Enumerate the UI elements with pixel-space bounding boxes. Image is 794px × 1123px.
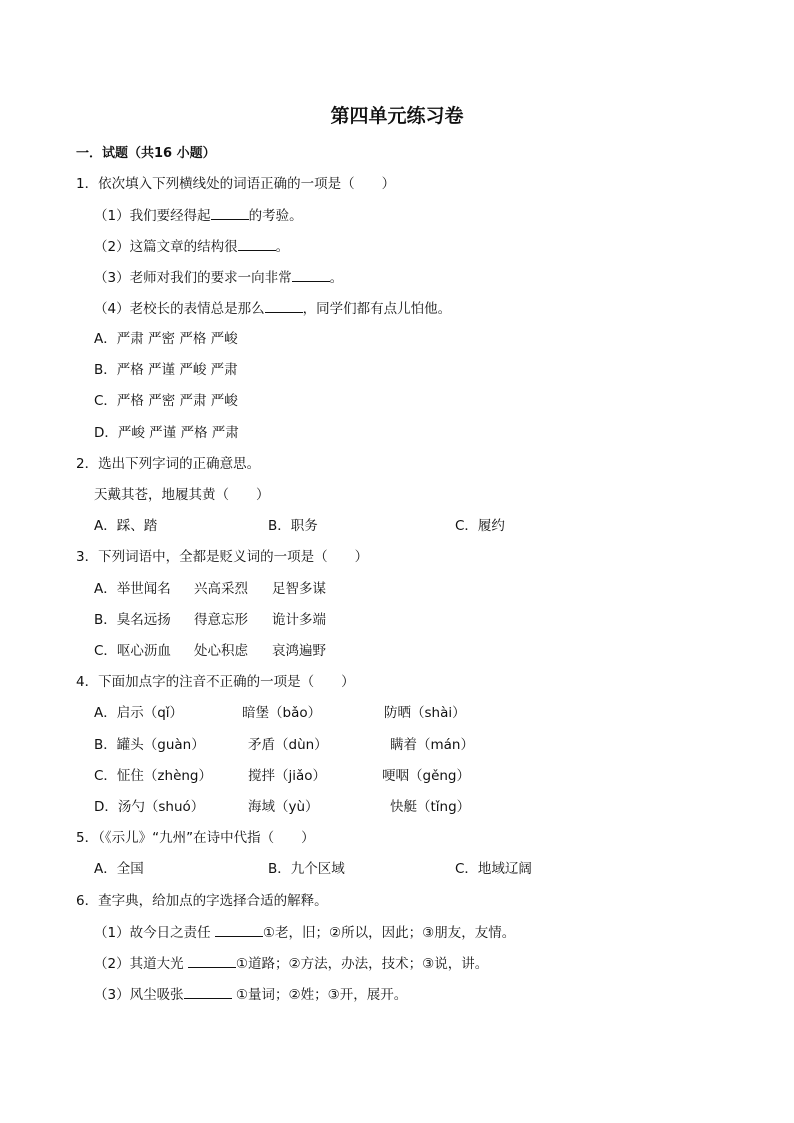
question-5-option-a: A．全国	[94, 861, 144, 877]
item-text-pre: （2）其道大光	[94, 956, 188, 972]
item-text-post: ①老，旧；②所以，因此；③朋友，友情。	[262, 925, 516, 941]
question-1-item-3	[94, 268, 343, 287]
question-4-row-c-item-2: 搅拌（jiǎo）	[248, 768, 327, 784]
question-4-row-d-item-2: 海域（yù）	[248, 799, 319, 815]
answer-blank	[265, 299, 303, 313]
question-3-stem: 3．下列词语中，全都是贬义词的一项是（ ）	[76, 549, 369, 565]
question-2-option-b: B．职务	[268, 518, 318, 534]
question-1-option-d: D．严峻 严谨 严格 严肃	[94, 425, 239, 441]
question-6-item-2	[94, 954, 488, 973]
question-1-item-1	[94, 206, 303, 225]
answer-blank	[215, 923, 263, 937]
item-text-pre: （3）老师对我们的要求一向非常	[94, 270, 292, 286]
question-4-row-b-item-3: 瞒着（mán）	[390, 737, 474, 753]
question-4-row-d-item-1: D．汤勺（shuó）	[94, 799, 205, 815]
item-text-pre: （1）我们要经得起	[94, 208, 211, 224]
section-heading: 一．试题（共16 小题）	[76, 146, 216, 161]
page-title: 第四单元练习卷	[330, 105, 464, 127]
question-2-stem: 2．选出下列字词的正确意思。	[76, 456, 261, 472]
question-1-stem: 1．依次填入下列横线处的词语正确的一项是（ ）	[76, 176, 396, 192]
question-5-option-b: B．九个区域	[268, 861, 345, 877]
answer-blank	[292, 268, 330, 282]
item-text-post: 。	[329, 270, 344, 286]
answer-blank	[238, 237, 276, 251]
question-4-row-c-item-1: C．怔住（zhèng）	[94, 768, 212, 784]
question-4-row-b-item-2: 矛盾（dùn）	[248, 737, 328, 753]
question-5-stem: 5．（《示儿》“九州”在诗中代指（ ）	[76, 830, 315, 846]
item-text-pre: （2）这篇文章的结构很	[94, 239, 238, 255]
question-3-row-c-word-3: 哀鸿遍野	[272, 643, 326, 659]
question-1-option-a: A．严肃 严密 严格 严峻	[94, 331, 238, 347]
item-text-post: ①道路；②方法，办法，技术；③说，讲。	[235, 956, 489, 972]
question-3-row-b-word-1: B．臭名远扬	[94, 612, 171, 628]
question-3-row-c-word-2: 处心积虑	[194, 643, 248, 659]
question-3-row-a-word-3: 足智多谋	[272, 581, 326, 597]
question-4-row-b-item-1: B．罐头（guàn）	[94, 737, 205, 753]
answer-blank	[188, 954, 236, 968]
question-3-row-a-word-2: 兴高采烈	[194, 581, 248, 597]
question-4-row-d-item-3: 快艇（tǐng）	[390, 799, 471, 815]
question-3-row-b-word-2: 得意忘形	[194, 612, 248, 628]
question-2-option-c: C．履约	[455, 518, 505, 534]
question-4-row-a-item-2: 暗堡（bǎo）	[242, 705, 322, 721]
item-text-post: ，同学们都有点儿怕他。	[302, 301, 452, 317]
question-4-stem: 4．下面加点字的注音不正确的一项是（ ）	[76, 674, 355, 690]
question-3-row-c-word-1: C．呕心沥血	[94, 643, 171, 659]
answer-blank	[211, 206, 249, 220]
item-text-pre: （4）老校长的表情总是那么	[94, 301, 265, 317]
question-1-option-c: C．严格 严密 严肃 严峻	[94, 393, 238, 409]
question-1-item-2	[94, 237, 289, 256]
item-text-post: 。	[275, 239, 290, 255]
question-6-item-1	[94, 923, 515, 942]
question-4-row-a-item-3: 防晒（shài）	[384, 705, 466, 721]
question-1-item-4	[94, 299, 451, 318]
question-3-row-a-word-1: A．举世闻名	[94, 581, 171, 597]
question-2-option-a: A．踩、踏	[94, 518, 158, 534]
item-text-pre: （1）故今日之责任	[94, 925, 215, 941]
question-4-row-c-item-3: 哽咽（gěng）	[382, 768, 471, 784]
question-6-stem: 6．查字典，给加点的字选择合适的解释。	[76, 893, 328, 909]
item-text-pre: （3）风尘吸张	[94, 987, 184, 1003]
item-text-post: ①量词；②姓；③开，展开。	[231, 987, 408, 1003]
question-3-row-b-word-3: 诡计多端	[272, 612, 326, 628]
question-5-option-c: C．地域辽阔	[455, 861, 532, 877]
question-4-row-a-item-1: A．启示（qǐ）	[94, 705, 184, 721]
question-2-sub: 天戴其苍，地履其黄（ ）	[94, 487, 270, 503]
question-6-item-3	[94, 985, 407, 1004]
item-text-post: 的考验。	[248, 208, 303, 224]
question-1-option-b: B．严格 严谨 严峻 严肃	[94, 362, 238, 378]
answer-blank	[184, 985, 232, 999]
